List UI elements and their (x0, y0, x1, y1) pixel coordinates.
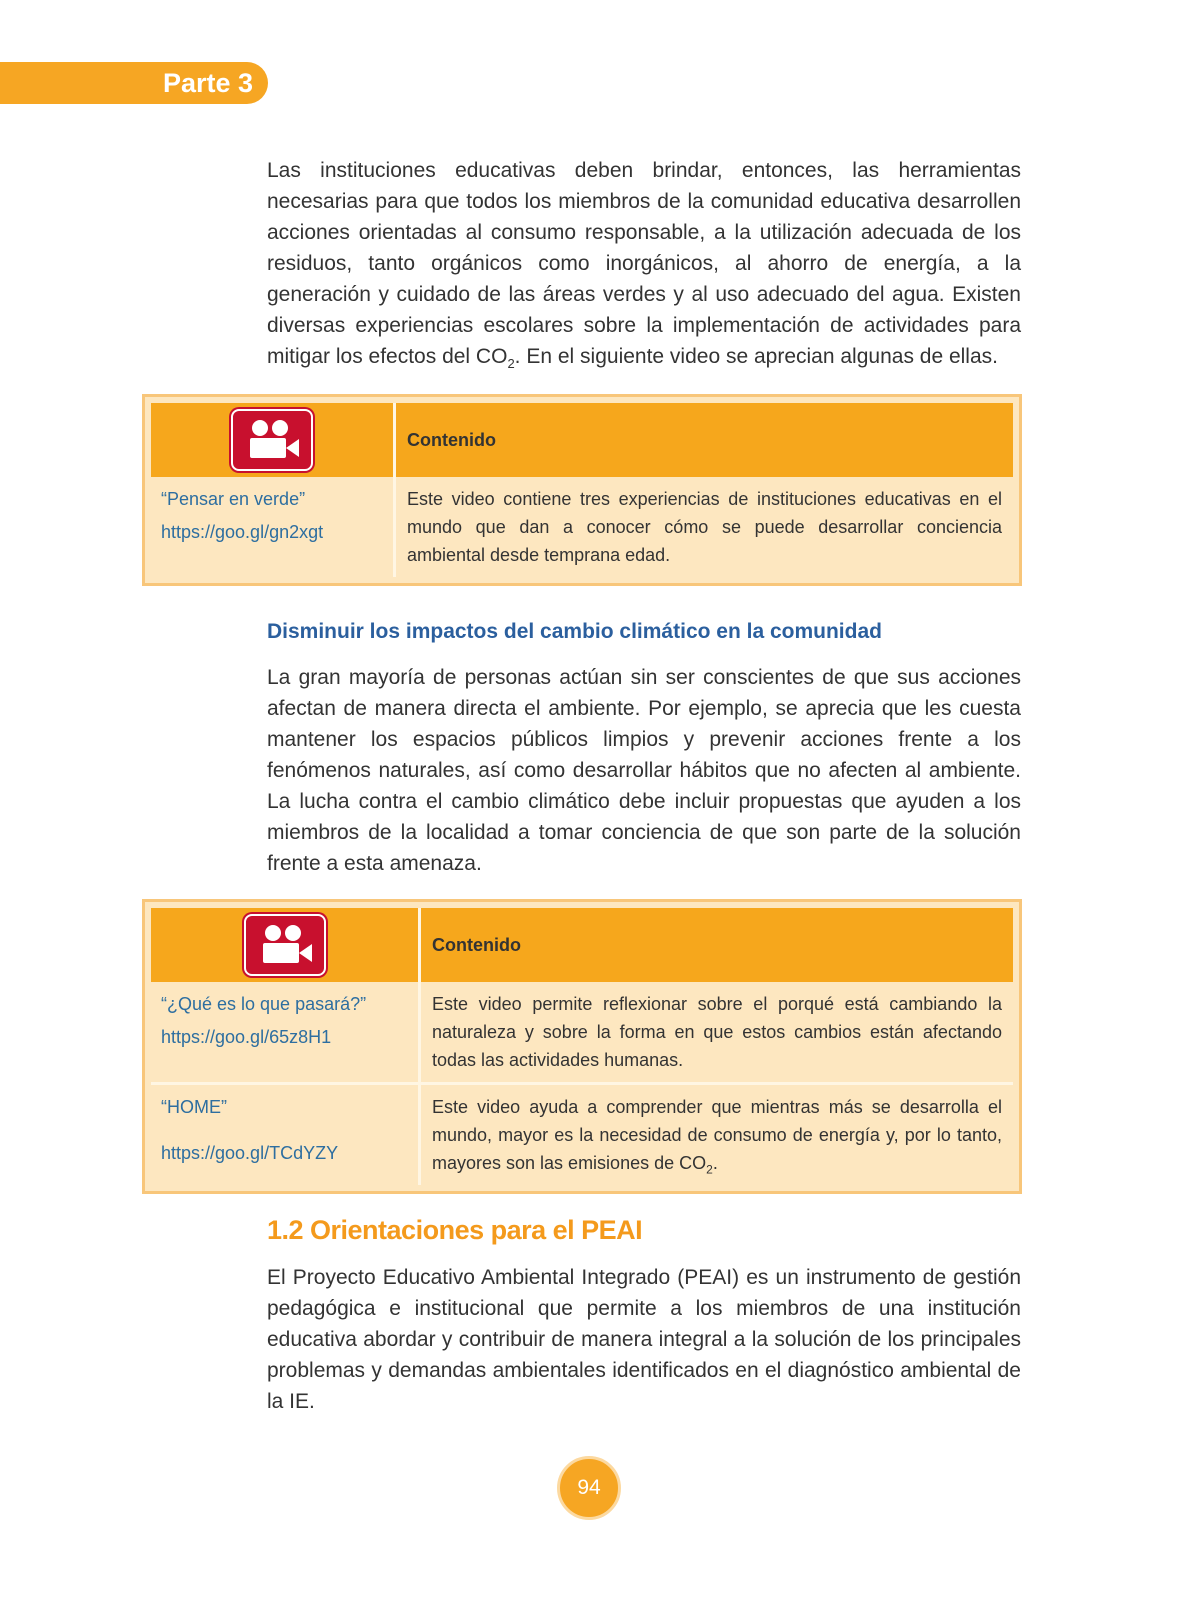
video-table-1 (142, 394, 1022, 586)
video-description: Este video ayuda a comprender que mientras más se desarrolla el mundo, mayor es la necesidad de consumo de energía y, por lo tanto, mayores son las emisiones de $CO_2$. (421, 1082, 1013, 1185)
video-title: “Pensar en verde” (161, 489, 306, 509)
video-camera-icon (244, 914, 326, 976)
video-title: “¿Qué es lo que pasará?” (161, 994, 367, 1014)
part-label: Parte 3 (163, 67, 254, 98)
table-row (151, 982, 1013, 1082)
video-title: “HOME” (161, 1097, 227, 1117)
table-header-label: Contenido (396, 403, 1013, 477)
table-row (151, 1082, 1013, 1185)
table-row (151, 477, 1013, 577)
section-heading-peai: 1.2 Orientaciones para el PEAI (267, 1215, 643, 1245)
video-camera-icon (231, 409, 313, 471)
icon-cell (151, 908, 421, 982)
video-source-cell (151, 982, 421, 1082)
video-description: Este video contiene tres experiencias de instituciones educativas en el mundo que dan a conocer cómo se puede desarrollar conciencia ambiental desde temprana edad. (396, 477, 1013, 577)
icon-cell (151, 403, 396, 477)
video-description: Este video permite reflexionar sobre el porqué está cambiando la naturaleza y sobre la forma en que estos cambios están afectando todas las actividades humanas. (421, 982, 1013, 1082)
table-header-label: Contenido (421, 908, 1013, 982)
video-table-2 (142, 899, 1022, 1194)
section-paragraph: La gran mayoría de personas actúan sin ser conscientes de que sus acciones afectan de manera directa el ambiente. Por ejemplo, se aprecia que les cuesta mantener los espacios públicos limpios y prevenir acciones frente a los fenómenos naturales, así como desarrollar hábitos que no afecten al ambiente. La lucha contra el cambio climático debe incluir propuestas que ayuden a los miembros de la localidad a tomar conciencia de que son parte de la solución frente a esta amenaza. (267, 666, 1021, 875)
video-source-cell (151, 477, 396, 577)
video-source-cell (151, 1082, 421, 1185)
section-heading: Disminuir los impactos del cambio climático en la comunidad (267, 620, 882, 643)
video-link[interactable]: https://goo.gl/gn2xgt (161, 522, 324, 542)
part-tab (0, 62, 268, 104)
video-link[interactable]: https://goo.gl/65z8H1 (161, 1027, 332, 1047)
peai-paragraph: El Proyecto Educativo Ambiental Integrado (PEAI) es un instrumento de gestión pedagógica e institucional que permite a los miembros de una institución educativa abordar y contribuir de manera integral a la solución de los principales problemas y demandas ambientales identificados en el diagnóstico ambiental de la IE. (267, 1266, 1021, 1413)
page-number: 94 (557, 1456, 621, 1520)
video-link[interactable]: https://goo.gl/TCdYZY (161, 1143, 339, 1163)
intro-paragraph: Las instituciones educativas deben brindar, entonces, las herramientas necesarias para que todos los miembros de la comunidad educativa desarrollen acciones orientadas al consumo responsable, a la utilización adecuada de los residuos, tanto orgánicos como inorgánicos, al ahorro de energía, a la generación y cuidado de las áreas verdes y al uso adecuado del agua. Existen diversas experiencias escolares sobre la implementación de actividades para mitigar los efectos del $CO_2$. En el siguiente video se aprecian algunas de ellas. (267, 159, 1021, 372)
